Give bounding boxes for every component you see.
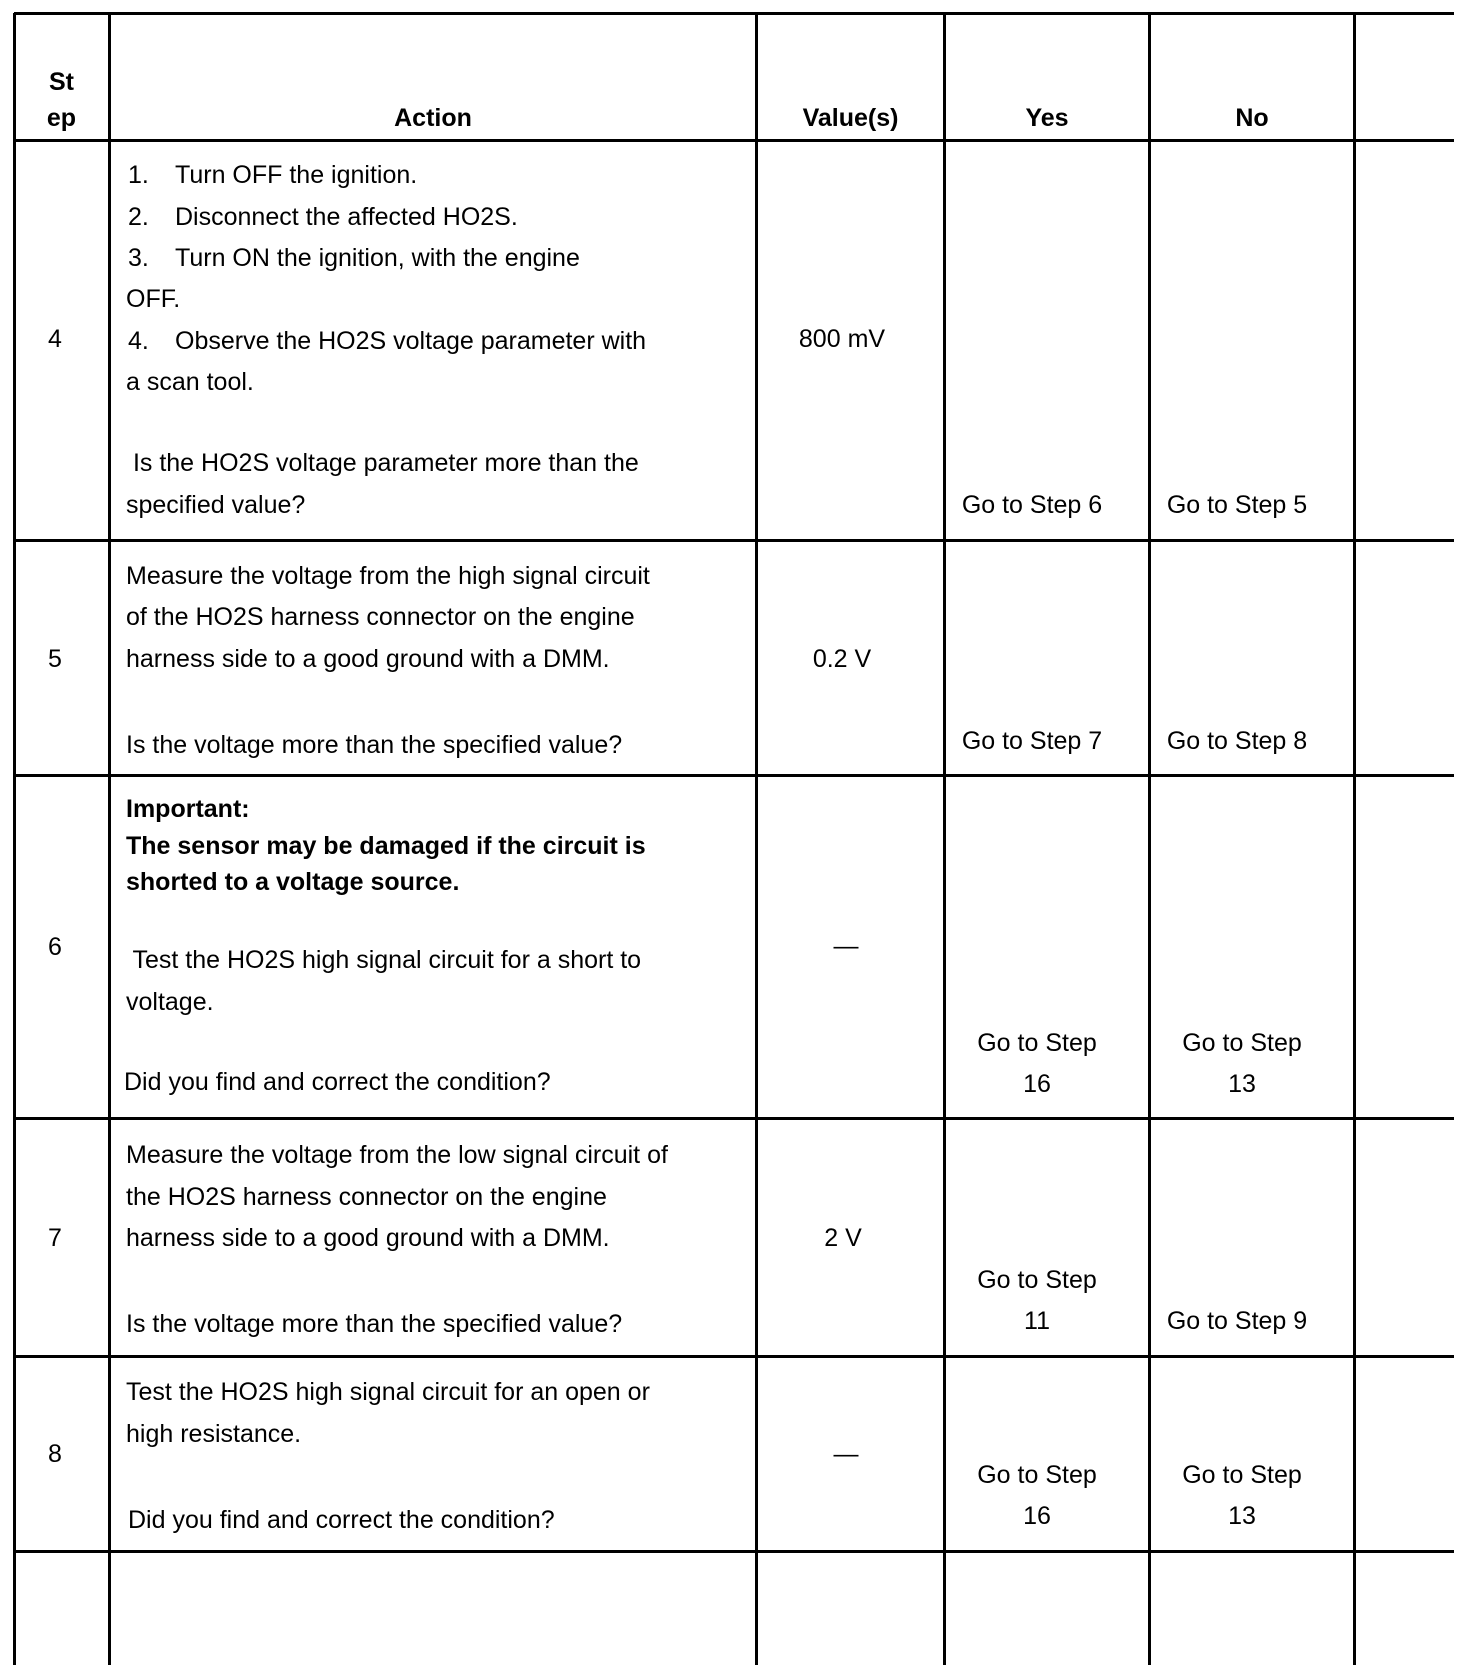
column-border: [943, 13, 946, 1665]
yes-cell: Go to Step 7: [961, 727, 1103, 755]
row-border: [14, 774, 1454, 777]
yes-cell: Go to Step: [977, 1029, 1097, 1057]
yes-cell: Go to Step: [977, 1461, 1097, 1489]
value-cell: 0.2 V: [812, 645, 872, 673]
question: Is the voltage more than the specified value?: [126, 731, 623, 759]
question: Did you find and correct the condition?: [124, 1068, 551, 1096]
header-yes: Yes: [1025, 104, 1069, 132]
question: Is the voltage more than the specified value?: [126, 1310, 623, 1338]
value-cell: 800 mV: [798, 325, 886, 353]
action-text: voltage.: [126, 988, 214, 1016]
step-number: 5: [48, 645, 62, 673]
action-item: [128, 203, 518, 232]
action-item-number: 4.: [128, 327, 149, 355]
no-cell: Go to Step 8: [1166, 727, 1308, 755]
question: Did you find and correct the condition?: [128, 1506, 555, 1534]
header-step-line2: ep: [46, 104, 77, 132]
yes-cell: 11: [1024, 1307, 1050, 1335]
row-border: [14, 12, 1454, 15]
question: Is the HO2S voltage parameter more than the: [126, 449, 639, 477]
column-border: [1148, 13, 1151, 1665]
step-number: 4: [48, 325, 62, 353]
action-item-text: Disconnect the affected HO2S.: [175, 203, 518, 231]
action-item-number: 2.: [128, 203, 149, 231]
action-item-number: 1.: [128, 161, 149, 189]
action-text: Measure the voltage from the high signal circuit: [126, 562, 650, 590]
action-text: Test the HO2S high signal circuit for a short to: [126, 946, 642, 974]
value-cell: 2 V: [824, 1224, 862, 1252]
important-note: shorted to a voltage source.: [126, 868, 460, 896]
column-border: [13, 13, 16, 1665]
yes-cell: Go to Step 6: [961, 491, 1103, 519]
no-cell: 13: [1228, 1070, 1256, 1098]
action-item-text: Observe the HO2S voltage parameter with: [175, 327, 647, 355]
step-number: 8: [48, 1440, 62, 1468]
action-text: harness side to a good ground with a DMM.: [126, 645, 610, 673]
column-border: [755, 13, 758, 1665]
header-no: No: [1235, 104, 1269, 132]
action-item: [128, 244, 580, 273]
action-item-continuation: OFF.: [126, 285, 181, 313]
step-number: 6: [48, 933, 62, 961]
no-cell: 13: [1228, 1502, 1256, 1530]
yes-cell: 16: [1023, 1070, 1051, 1098]
action-text: Measure the voltage from the low signal circuit of: [126, 1141, 668, 1169]
no-cell: Go to Step: [1182, 1461, 1302, 1489]
action-item-number: 3.: [128, 244, 149, 272]
value-cell: —: [833, 932, 859, 960]
action-item: [128, 327, 646, 356]
action-text: high resistance.: [126, 1420, 302, 1448]
action-item-text: Turn OFF the ignition.: [175, 161, 418, 189]
action-item-continuation: a scan tool.: [126, 368, 254, 396]
no-cell: Go to Step: [1182, 1029, 1302, 1057]
row-border: [14, 1550, 1454, 1553]
no-cell: Go to Step 5: [1166, 491, 1308, 519]
value-cell: —: [833, 1440, 859, 1468]
action-item-text: Turn ON the ignition, with the engine: [175, 244, 580, 272]
action-item: [128, 161, 417, 190]
question: specified value?: [126, 491, 306, 519]
yes-cell: Go to Step: [977, 1266, 1097, 1294]
no-cell: Go to Step 9: [1166, 1307, 1308, 1335]
row-border: [14, 539, 1454, 542]
row-border: [14, 1355, 1454, 1358]
row-border: [14, 1117, 1454, 1120]
action-text: the HO2S harness connector on the engine: [126, 1183, 607, 1211]
important-label: Important:: [126, 795, 250, 823]
column-border: [1353, 13, 1356, 1665]
action-text: of the HO2S harness connector on the engine: [126, 603, 635, 631]
action-text: Test the HO2S high signal circuit for an open or: [126, 1378, 650, 1406]
action-text: harness side to a good ground with a DMM.: [126, 1224, 610, 1252]
important-note: The sensor may be damaged if the circuit is: [126, 832, 646, 860]
row-border: [14, 139, 1454, 142]
header-step-line1: St: [49, 68, 74, 96]
header-values: Value(s): [802, 104, 899, 132]
yes-cell: 16: [1023, 1502, 1051, 1530]
step-number: 7: [48, 1224, 62, 1252]
column-border: [108, 13, 111, 1665]
header-action: Action: [394, 104, 472, 132]
